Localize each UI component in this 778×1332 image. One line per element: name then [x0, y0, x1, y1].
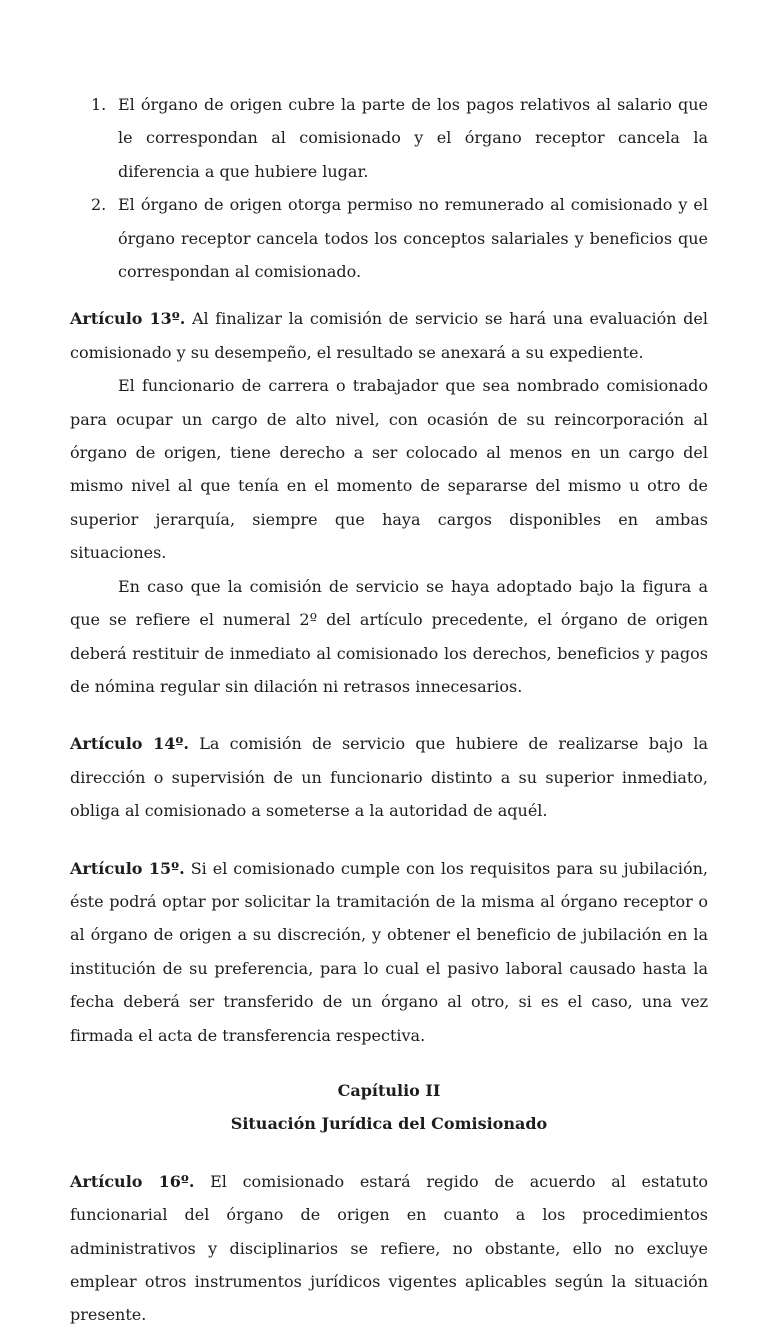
list-item-number: 1.: [91, 95, 107, 114]
article-13: [70, 302, 708, 703]
article-15-label: Artículo 15º.: [70, 858, 185, 878]
chapter-heading: [70, 1074, 708, 1141]
article-13-paragraph: En caso que la comisión de servicio se haya adoptado bajo la figura a que se refiere el numeral 2º del artículo precedente, el órgano de origen deberá restituir de inmediato al comisionado los derechos, beneficios y pagos de nómina regular sin dilación ni retrasos innecesarios.: [70, 576, 708, 696]
article-14-text: La comisión de servicio que hubiere de realizarse bajo la dirección o supervisión de un funcionario distinto a su superior inmediato, obliga al comisionado a someterse a la autoridad de aquél.: [70, 734, 709, 821]
article-15: [70, 852, 708, 1052]
article-14-intro: [70, 727, 708, 827]
article-13-label: Artículo 13º.: [70, 309, 186, 329]
article-16: [70, 1165, 708, 1332]
article-15-text: Si el comisionado cumple con los requisitos para su jubilación, éste podrá optar por solicitar la tramitación de la misma al órgano receptor o al órgano de origen a su discreción, y obtener el beneficio de jubilación en la institución de su preferencia, para lo cual el pasivo laboral causado hasta la fecha deberá ser transferido de un órgano al otro, si es el caso, una vez firmada el acta de transferencia respectiva.: [70, 858, 709, 1045]
chapter-title: Capítulio II: [337, 1080, 441, 1100]
list-item-text: El órgano de origen cubre la parte de los pagos relativos al salario que le correspondan al comisionado y el órgano receptor cancela la diferencia a que hubiere lugar.: [118, 95, 708, 181]
article-16-text: El comisionado estará regido de acuerdo al estatuto funcionarial del órgano de origen en cuanto a los procedimientos administrativos y disciplinarios se refiere, no obstante, ello no excluye emplear otros instrumentos jurídicos vigentes aplicables según la situación presente.: [70, 1171, 709, 1325]
article-14: [70, 727, 708, 827]
article-13-intro: [70, 302, 708, 369]
list-item-text: El órgano de origen otorga permiso no remunerado al comisionado y el órgano receptor cancela todos los conceptos salariales y beneficios que correspondan al comisionado.: [118, 195, 708, 282]
chapter-subtitle: Situación Jurídica del Comisionado: [230, 1114, 548, 1134]
article-15-intro: [70, 852, 708, 1052]
article-16-label: Artículo 16º.: [70, 1171, 195, 1191]
list-item: [70, 88, 708, 188]
article-14-label: Artículo 14º.: [70, 734, 189, 754]
numbered-list: [70, 88, 708, 288]
list-item-number: 2.: [91, 195, 107, 215]
article-13-text: Al finalizar la comisión de servicio se hará una evaluación del comisionado y su desempeño, el resultado se anexará a su expediente.: [70, 309, 708, 362]
list-item: [70, 188, 708, 288]
article-16-intro: [70, 1165, 708, 1332]
article-13-paragraph: El funcionario de carrera o trabajador que sea nombrado comisionado para ocupar un cargo de alto nivel, con ocasión de su reincorporación al órgano de origen, tiene derecho a ser colocado al menos en un cargo del mismo nivel al que tenía en el momento de separarse del mismo u otro de superior jerarquía, siempre que haya cargos disponibles en ambas situaciones.: [70, 376, 708, 563]
